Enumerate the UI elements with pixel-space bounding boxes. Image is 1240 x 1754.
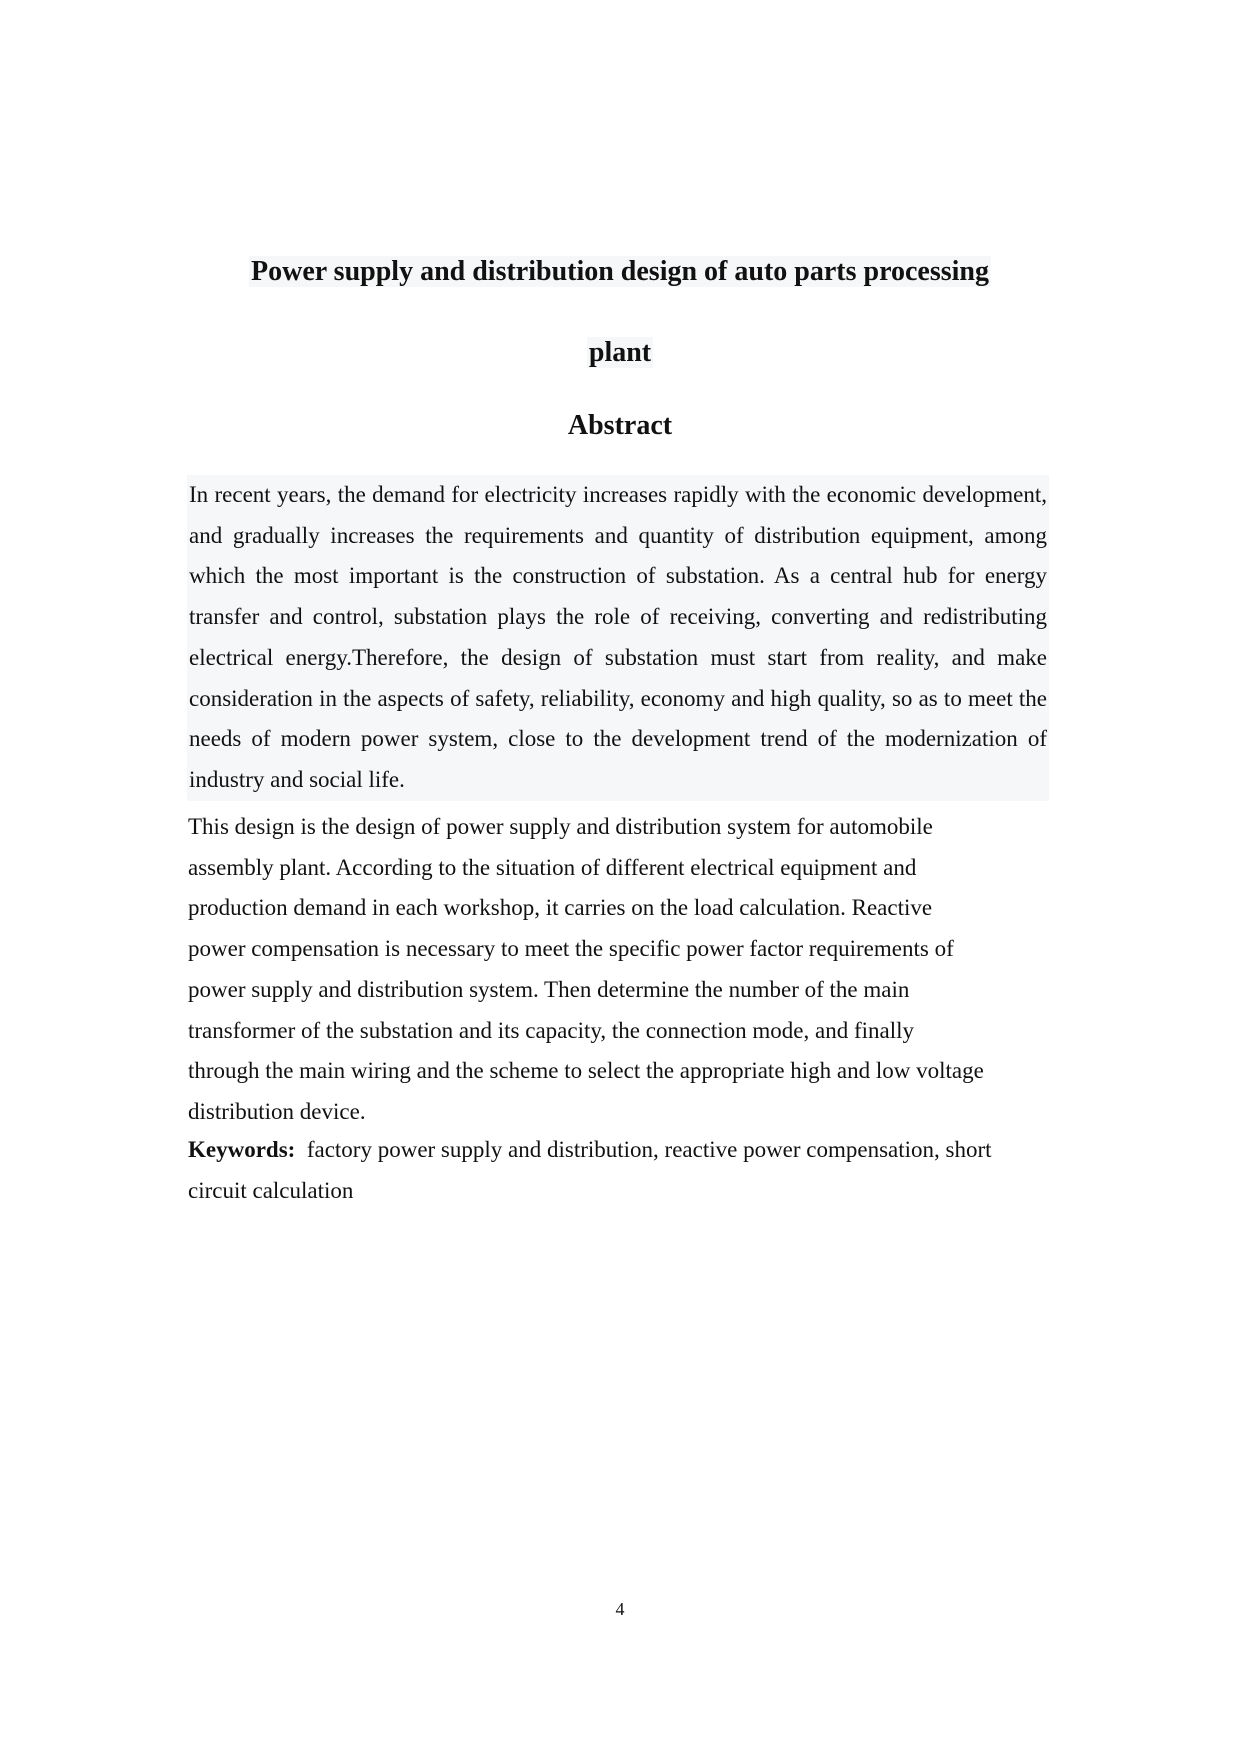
paragraph-2-line: production demand in each workshop, it carries on the load calculation. Reactive [188,895,933,921]
page-number: 4 [615,1599,625,1619]
paper-title-line-2-text: plant [588,337,652,368]
paper-title-line-1-text: Power supply and distribution design of auto parts processing [251,256,989,287]
abstract-paragraph-1: In recent years, the demand for electricity increases rapidly with the economic development, and gradually increases the requirements and quantity of distribution equipment, among which the most important is the construction of substation. As a central hub for energy transfer and control, substation plays the role of receiving, converting and redistributing electrical energy.Therefore, the design of substation must start from reality, and make consideration in the aspects of safety, reliability, economy and high quality, so as to meet the needs of modern power system, close to the development trend of the modernization of industry and social life. [187,475,1049,801]
keywords-text: factory power supply and distribution, reactive power compensation, short circuit calculation [188,1137,992,1203]
abstract-paragraph-2 [188,807,1058,1133]
paragraph-2-line: power supply and distribution system. Then determine the number of the main [188,976,910,1002]
paragraph-2-line: transformer of the substation and its capacity, the connection mode, and finally [188,1017,914,1043]
paragraph-2-line: assembly plant. According to the situation of different electrical equipment and [188,854,917,880]
paragraph-2-line: distribution device. [188,1098,366,1124]
paragraph-2-line: power compensation is necessary to meet the specific power factor requirements of [188,936,954,962]
keywords-label: Keywords: [188,1137,296,1162]
paragraph-2-line: This design is the design of power supply and distribution system for automobile [188,814,933,839]
paper-title-line-1 [0,252,1240,292]
paragraph-2-line: through the main wiring and the scheme to select the appropriate high and low voltage [188,1058,984,1084]
abstract-heading: Abstract [567,410,673,441]
paper-title-line-2 [0,333,1240,373]
keywords [188,1130,1048,1211]
